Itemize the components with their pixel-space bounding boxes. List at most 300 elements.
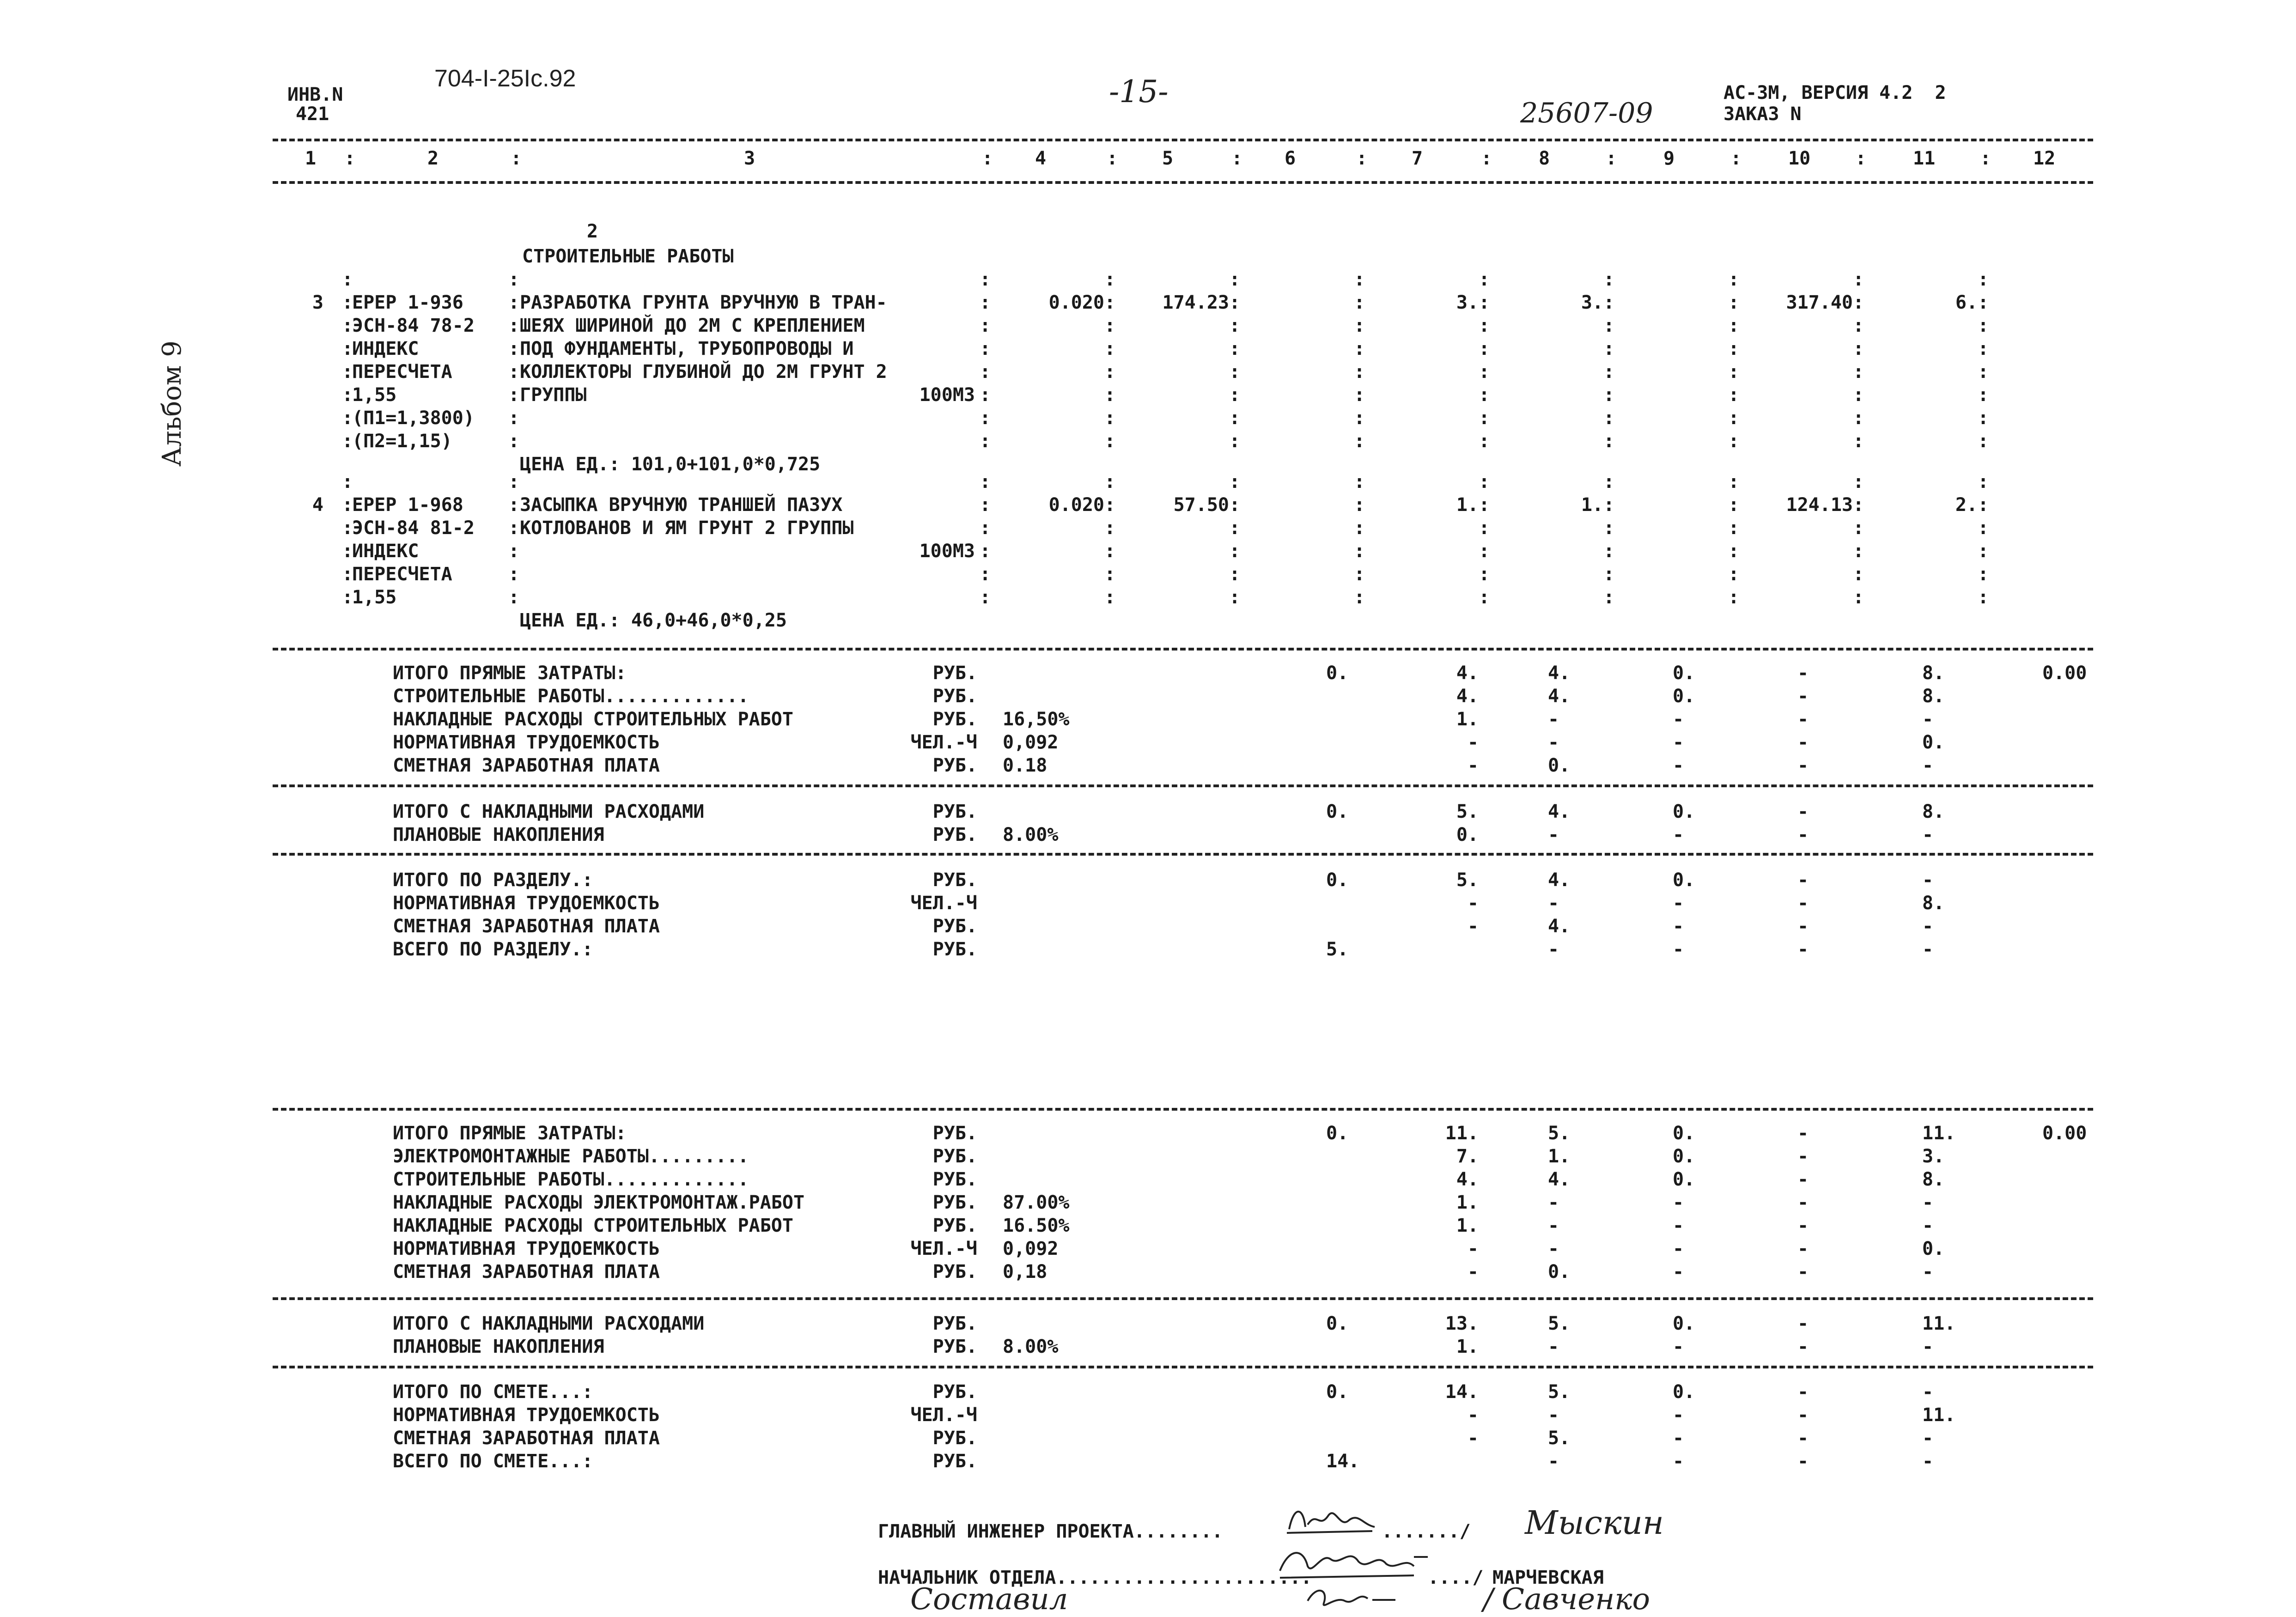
- compiled-by-label: Составил: [910, 1582, 1068, 1617]
- column-separator: :: [1603, 315, 1615, 336]
- item-unit: 100М3: [919, 384, 975, 406]
- total-label: ЭЛЕКТРОМОНТАЖНЫЕ РАБОТЫ.........: [393, 1146, 749, 1167]
- column-separator: :: [1104, 361, 1116, 383]
- column-separator: :: [1229, 517, 1241, 539]
- column-separator: :: [1229, 315, 1241, 336]
- total-col7: 7.: [1456, 1146, 1479, 1167]
- column-separator: :: [1354, 338, 1365, 359]
- total-col10: -: [1797, 1261, 1809, 1283]
- total-col12: 0.00: [2042, 1123, 2087, 1144]
- total-col11: -: [1922, 1215, 1934, 1236]
- column-separator: :: [342, 431, 353, 452]
- item-col8: 1.: [1581, 494, 1603, 516]
- column-separator: :: [1479, 361, 1490, 383]
- section-number: 2: [587, 221, 598, 242]
- total-col10: -: [1797, 916, 1809, 937]
- total-col8: -: [1548, 732, 1559, 753]
- column-separator: :: [342, 338, 353, 359]
- column-separator: :: [1853, 407, 1864, 429]
- total-col10: -: [1797, 1192, 1809, 1213]
- document-code: 704-I-25Ic.92: [434, 65, 576, 92]
- column-separator: :: [980, 315, 991, 336]
- header-rule-top: [273, 139, 2093, 141]
- program-version: АС-3М, ВЕРСИЯ 4.2 2: [1724, 82, 1946, 103]
- chief-engineer-dots: ......./: [1382, 1521, 1471, 1542]
- column-separator: :: [1603, 431, 1615, 452]
- total-unit: РУБ.: [932, 1169, 977, 1190]
- column-separator: :: [980, 541, 991, 562]
- column-separator: :: [980, 471, 991, 492]
- column-separator: :: [1853, 269, 1864, 290]
- total-col11: 11.: [1922, 1123, 1956, 1144]
- total-col9: -: [1673, 893, 1684, 914]
- total-label: ПЛАНОВЫЕ НАКОПЛЕНИЯ: [393, 1336, 604, 1357]
- total-col8: 4.: [1548, 663, 1571, 684]
- total-col11: -: [1922, 1261, 1934, 1283]
- item-code-line: ЭСН-84 81-2: [352, 517, 475, 539]
- total-col11: -: [1922, 1336, 1934, 1357]
- total-col7: 13.: [1445, 1313, 1479, 1334]
- column-separator: :: [1603, 471, 1615, 492]
- total-col7: -: [1467, 1404, 1479, 1426]
- total-col10: -: [1797, 824, 1809, 845]
- total-col8: 4.: [1548, 801, 1571, 822]
- column-separator: :: [1728, 315, 1740, 336]
- total-col9: -: [1673, 709, 1684, 730]
- column-separator: :: [1479, 587, 1490, 608]
- column-separator: :: [1481, 148, 1492, 169]
- total-col10: -: [1797, 1169, 1809, 1190]
- total-unit: РУБ.: [932, 686, 977, 707]
- total-col7: 5.: [1456, 801, 1479, 822]
- column-separator: :: [1853, 471, 1864, 492]
- total-col11: 3.: [1922, 1146, 1945, 1167]
- column-separator: :: [1104, 384, 1116, 406]
- total-col8: -: [1548, 893, 1559, 914]
- column-header-4: 4: [1035, 148, 1047, 169]
- total-col8: -: [1548, 1404, 1559, 1426]
- item-description-line: ПОД ФУНДАМЕНТЫ, ТРУБОПРОВОДЫ И: [520, 338, 854, 359]
- column-separator: :: [1603, 541, 1615, 562]
- item-unit: 100М3: [919, 541, 975, 562]
- total-unit: РУБ.: [932, 709, 977, 730]
- total-unit: РУБ.: [932, 1381, 977, 1403]
- total-col9: -: [1673, 1261, 1684, 1283]
- total-percent: 0.18: [1003, 755, 1048, 776]
- total-col6: 0.: [1326, 1123, 1349, 1144]
- column-separator: :: [1853, 292, 1864, 313]
- total-label: ПЛАНОВЫЕ НАКОПЛЕНИЯ: [393, 824, 604, 845]
- total-label: СТРОИТЕЛЬНЫЕ РАБОТЫ.............: [393, 686, 749, 707]
- header-rule-bottom: [273, 181, 2093, 184]
- total-col9: 0.: [1673, 1313, 1695, 1334]
- item-price-note: ЦЕНА ЕД.: 101,0+101,0*0,725: [520, 454, 821, 475]
- column-separator: :: [1730, 148, 1742, 169]
- column-separator: :: [1853, 338, 1864, 359]
- column-header-7: 7: [1412, 148, 1423, 169]
- column-separator: :: [342, 587, 353, 608]
- column-separator: :: [1978, 471, 1989, 492]
- estimate-rule-3: [273, 1366, 2093, 1368]
- total-unit: РУБ.: [932, 916, 977, 937]
- item-description-line: ГРУППЫ: [520, 384, 587, 406]
- column-separator: :: [1603, 587, 1615, 608]
- total-col10: -: [1797, 1238, 1809, 1259]
- column-separator: :: [1978, 384, 1989, 406]
- total-label: ИТОГО ПО РАЗДЕЛУ.:: [393, 869, 593, 891]
- item-code-line: (П2=1,15): [352, 431, 452, 452]
- total-col8: 4.: [1548, 916, 1571, 937]
- column-separator: :: [1229, 292, 1241, 313]
- total-col6: 14.: [1326, 1451, 1360, 1472]
- column-separator: :: [1229, 361, 1241, 383]
- column-separator: :: [1978, 338, 1989, 359]
- column-separator: :: [1978, 269, 1989, 290]
- column-separator: :: [1978, 564, 1989, 585]
- column-separator: :: [1728, 384, 1740, 406]
- total-col6: 0.: [1326, 663, 1349, 684]
- column-separator: :: [1603, 269, 1615, 290]
- column-separator: :: [1853, 564, 1864, 585]
- total-col9: 0.: [1673, 801, 1695, 822]
- column-separator: :: [1229, 431, 1241, 452]
- total-col11: -: [1922, 755, 1934, 776]
- column-separator: :: [1728, 587, 1740, 608]
- total-col10: -: [1797, 663, 1809, 684]
- department-head-dots: ..../: [1428, 1567, 1484, 1588]
- column-separator: :: [1479, 494, 1490, 516]
- total-col8: 5.: [1548, 1381, 1571, 1403]
- total-col9: 0.: [1673, 1381, 1695, 1403]
- column-separator: :: [342, 471, 353, 492]
- item-col11: 2.: [1955, 494, 1978, 516]
- column-separator: :: [980, 517, 991, 539]
- column-separator: :: [1728, 338, 1740, 359]
- column-separator: :: [1479, 431, 1490, 452]
- item-description-line: ШЕЯХ ШИРИНОЙ ДО 2М С КРЕПЛЕНИЕМ: [520, 315, 865, 336]
- total-unit: РУБ.: [932, 801, 977, 822]
- total-col9: -: [1673, 916, 1684, 937]
- column-separator: :: [508, 384, 520, 406]
- total-col11: 0.: [1922, 1238, 1945, 1259]
- column-separator: :: [508, 431, 520, 452]
- column-separator: :: [508, 338, 520, 359]
- column-separator: :: [1853, 315, 1864, 336]
- total-col7: 1.: [1456, 1215, 1479, 1236]
- chief-engineer-signature: [1285, 1502, 1377, 1538]
- total-col10: -: [1797, 1381, 1809, 1403]
- column-separator: :: [1354, 494, 1365, 516]
- total-col6: 0.: [1326, 801, 1349, 822]
- item-unit-price: 57.50: [1173, 494, 1229, 516]
- column-separator: :: [1104, 587, 1116, 608]
- column-header-1: 1: [305, 148, 317, 169]
- chief-engineer-name: Мыскин: [1525, 1504, 1664, 1542]
- total-unit: ЧЕЛ.-Ч: [910, 732, 977, 753]
- column-separator: :: [1104, 564, 1116, 585]
- column-separator: :: [342, 564, 353, 585]
- total-col11: 8.: [1922, 893, 1945, 914]
- column-separator: :: [342, 315, 353, 336]
- column-separator: :: [1104, 471, 1116, 492]
- total-col11: -: [1922, 824, 1934, 845]
- total-col10: -: [1797, 755, 1809, 776]
- column-separator: :: [1229, 471, 1241, 492]
- column-separator: :: [1107, 148, 1118, 169]
- total-col11: 8.: [1922, 1169, 1945, 1190]
- total-col9: -: [1673, 1428, 1684, 1449]
- total-label: ВСЕГО ПО СМЕТЕ...:: [393, 1451, 593, 1472]
- total-label: СМЕТНАЯ ЗАРАБОТНАЯ ПЛАТА: [393, 1428, 660, 1449]
- item-code-line: ИНДЕКС: [352, 541, 419, 562]
- column-separator: :: [1978, 292, 1989, 313]
- compiled-by-signature: [1303, 1582, 1423, 1615]
- column-separator: :: [980, 269, 991, 290]
- item-col7: 3.: [1456, 292, 1479, 313]
- column-separator: :: [1354, 587, 1365, 608]
- column-separator: :: [1728, 541, 1740, 562]
- total-col8: -: [1548, 709, 1559, 730]
- column-separator: :: [980, 494, 991, 516]
- column-header-11: 11: [1913, 148, 1936, 169]
- compiled-by-prefix: /: [1483, 1582, 1493, 1617]
- total-col8: 1.: [1548, 1146, 1571, 1167]
- total-col8: -: [1548, 1192, 1559, 1213]
- total-unit: РУБ.: [932, 1261, 977, 1283]
- column-separator: :: [1855, 148, 1867, 169]
- item-description-line: КОТЛОВАНОВ И ЯМ ГРУНТ 2 ГРУППЫ: [520, 517, 854, 539]
- column-separator: :: [1104, 338, 1116, 359]
- total-col7: -: [1467, 1428, 1479, 1449]
- column-separator: :: [342, 361, 353, 383]
- column-separator: :: [342, 269, 353, 290]
- column-separator: :: [508, 361, 520, 383]
- column-separator: :: [1354, 471, 1365, 492]
- column-header-3: 3: [744, 148, 755, 169]
- column-separator: :: [982, 148, 993, 169]
- section-rule-3: [273, 853, 2093, 856]
- total-col9: 0.: [1673, 686, 1695, 707]
- column-separator: :: [980, 384, 991, 406]
- total-percent: 16,50%: [1003, 709, 1070, 730]
- column-separator: :: [508, 315, 520, 336]
- item-description-line: ЗАСЫПКА ВРУЧНУЮ ТРАНШЕЙ ПАЗУХ: [520, 494, 843, 516]
- total-col7: 4.: [1456, 1169, 1479, 1190]
- total-col9: -: [1673, 1451, 1684, 1472]
- total-col6: 5.: [1326, 939, 1349, 960]
- column-separator: :: [980, 338, 991, 359]
- column-separator: :: [1104, 269, 1116, 290]
- total-unit: РУБ.: [932, 1451, 977, 1472]
- column-separator: :: [342, 517, 353, 539]
- total-percent: 0,092: [1003, 732, 1059, 753]
- column-separator: :: [508, 587, 520, 608]
- total-unit: ЧЕЛ.-Ч: [910, 1238, 977, 1259]
- column-separator: :: [1479, 269, 1490, 290]
- estimate-rule-2: [273, 1297, 2093, 1300]
- column-separator: :: [342, 494, 353, 516]
- column-separator: :: [1354, 517, 1365, 539]
- item-col7: 1.: [1456, 494, 1479, 516]
- total-col10: -: [1797, 801, 1809, 822]
- chief-engineer-label: ГЛАВНЫЙ ИНЖЕНЕР ПРОЕКТА........: [878, 1521, 1223, 1542]
- total-col11: -: [1922, 869, 1934, 891]
- total-percent: 87.00%: [1003, 1192, 1070, 1213]
- column-separator: :: [1229, 587, 1241, 608]
- column-separator: :: [1104, 517, 1116, 539]
- column-separator: :: [1479, 471, 1490, 492]
- total-col8: -: [1548, 1451, 1559, 1472]
- column-separator: :: [1853, 361, 1864, 383]
- total-col8: -: [1548, 1215, 1559, 1236]
- column-separator: :: [1354, 315, 1365, 336]
- total-col10: -: [1797, 1451, 1809, 1472]
- column-separator: :: [1728, 471, 1740, 492]
- column-separator: :: [1978, 315, 1989, 336]
- column-separator: :: [1603, 292, 1615, 313]
- total-col10: -: [1797, 732, 1809, 753]
- total-col11: -: [1922, 709, 1934, 730]
- section-rule-1: [273, 648, 2093, 650]
- total-label: ИТОГО ПО СМЕТЕ...:: [393, 1381, 593, 1403]
- column-header-6: 6: [1285, 148, 1296, 169]
- column-separator: :: [1354, 431, 1365, 452]
- total-unit: РУБ.: [932, 755, 977, 776]
- total-col9: -: [1673, 1238, 1684, 1259]
- total-col6: 0.: [1326, 1313, 1349, 1334]
- item-code-line: ПЕРЕСЧЕТА: [352, 361, 452, 383]
- total-label: СТРОИТЕЛЬНЫЕ РАБОТЫ.............: [393, 1169, 749, 1190]
- total-col10: -: [1797, 1313, 1809, 1334]
- column-separator: :: [1229, 384, 1241, 406]
- column-separator: :: [342, 384, 353, 406]
- column-separator: :: [1728, 361, 1740, 383]
- item-col11: 6.: [1955, 292, 1978, 313]
- total-col8: -: [1548, 1336, 1559, 1357]
- item-code-line: 1,55: [352, 384, 397, 406]
- column-separator: :: [1479, 292, 1490, 313]
- column-header-2: 2: [427, 148, 439, 169]
- item-quantity: 0.020: [1048, 494, 1104, 516]
- total-unit: РУБ.: [932, 824, 977, 845]
- item-quantity: 0.020: [1048, 292, 1104, 313]
- total-col10: -: [1797, 1428, 1809, 1449]
- column-separator: :: [1479, 384, 1490, 406]
- column-separator: :: [1229, 269, 1241, 290]
- total-col8: 5.: [1548, 1428, 1571, 1449]
- item-code-line: ПЕРЕСЧЕТА: [352, 564, 452, 585]
- total-percent: 0,092: [1003, 1238, 1059, 1259]
- total-col7: 11.: [1445, 1123, 1479, 1144]
- column-separator: :: [980, 431, 991, 452]
- column-separator: :: [1978, 587, 1989, 608]
- column-header-12: 12: [2033, 148, 2056, 169]
- item-code-line: ИНДЕКС: [352, 338, 419, 359]
- total-col8: 4.: [1548, 869, 1571, 891]
- item-number: 4: [312, 494, 323, 516]
- total-unit: РУБ.: [932, 1336, 977, 1357]
- column-separator: :: [1853, 431, 1864, 452]
- album-label: Альбом 9: [157, 340, 187, 467]
- total-col9: -: [1673, 1192, 1684, 1213]
- total-col8: 0.: [1548, 1261, 1571, 1283]
- total-col10: -: [1797, 1404, 1809, 1426]
- total-label: СМЕТНАЯ ЗАРАБОТНАЯ ПЛАТА: [393, 916, 660, 937]
- department-head-label: НАЧАЛЬНИК ОТДЕЛА.......................: [878, 1567, 1312, 1588]
- column-separator: :: [980, 564, 991, 585]
- total-col8: 5.: [1548, 1123, 1571, 1144]
- item-unit-price: 174.23: [1162, 292, 1229, 313]
- column-separator: :: [1728, 431, 1740, 452]
- column-separator: :: [1479, 407, 1490, 429]
- column-separator: :: [1354, 564, 1365, 585]
- total-col7: 4.: [1456, 663, 1479, 684]
- total-col9: -: [1673, 1336, 1684, 1357]
- column-separator: :: [1978, 431, 1989, 452]
- column-separator: :: [508, 494, 520, 516]
- column-separator: :: [508, 517, 520, 539]
- item-description-line: КОЛЛЕКТОРЫ ГЛУБИНОЙ ДО 2М ГРУНТ 2: [520, 361, 887, 383]
- total-unit: РУБ.: [932, 1215, 977, 1236]
- total-label: ИТОГО С НАКЛАДНЫМИ РАСХОДАМИ: [393, 1313, 705, 1334]
- item-code-line: (П1=1,3800): [352, 407, 475, 429]
- column-header-9: 9: [1663, 148, 1675, 169]
- item-code-line: ЕРЕР 1-968: [352, 494, 463, 516]
- column-separator: :: [1978, 361, 1989, 383]
- total-unit: РУБ.: [932, 1123, 977, 1144]
- column-separator: :: [1853, 384, 1864, 406]
- project-code: 25607-09: [1520, 97, 1653, 129]
- column-separator: :: [1354, 292, 1365, 313]
- column-separator: :: [1728, 494, 1740, 516]
- column-separator: :: [1229, 338, 1241, 359]
- column-separator: :: [1479, 564, 1490, 585]
- column-separator: :: [1229, 541, 1241, 562]
- column-separator: :: [1104, 407, 1116, 429]
- total-col7: -: [1467, 755, 1479, 776]
- total-col9: -: [1673, 939, 1684, 960]
- column-separator: :: [511, 148, 522, 169]
- total-col8: 4.: [1548, 686, 1571, 707]
- column-separator: :: [1603, 494, 1615, 516]
- total-col11: -: [1922, 939, 1934, 960]
- column-separator: :: [508, 471, 520, 492]
- column-separator: :: [1479, 315, 1490, 336]
- item-col8: 3.: [1581, 292, 1603, 313]
- total-col7: -: [1467, 1238, 1479, 1259]
- column-separator: :: [980, 361, 991, 383]
- total-col10: -: [1797, 939, 1809, 960]
- column-separator: :: [1978, 494, 1989, 516]
- inventory-label: ИНВ.N: [287, 84, 343, 105]
- column-separator: :: [1104, 494, 1116, 516]
- column-separator: :: [1229, 564, 1241, 585]
- department-head-name: МАРЧЕВСКАЯ: [1492, 1567, 1604, 1588]
- total-unit: ЧЕЛ.-Ч: [910, 1404, 977, 1426]
- total-col10: -: [1797, 1146, 1809, 1167]
- column-separator: :: [1728, 517, 1740, 539]
- total-col6: 0.: [1326, 1381, 1349, 1403]
- section-rule-2: [273, 784, 2093, 787]
- item-code-line: ЕРЕР 1-936: [352, 292, 463, 313]
- total-unit: РУБ.: [932, 1428, 977, 1449]
- column-separator: :: [1356, 148, 1368, 169]
- total-col7: 1.: [1456, 1336, 1479, 1357]
- item-description-line: РАЗРАБОТКА ГРУНТА ВРУЧНУЮ В ТРАН-: [520, 292, 887, 313]
- compiled-by-name: Савченко: [1502, 1582, 1650, 1617]
- total-col8: -: [1548, 1238, 1559, 1259]
- column-separator: :: [1479, 517, 1490, 539]
